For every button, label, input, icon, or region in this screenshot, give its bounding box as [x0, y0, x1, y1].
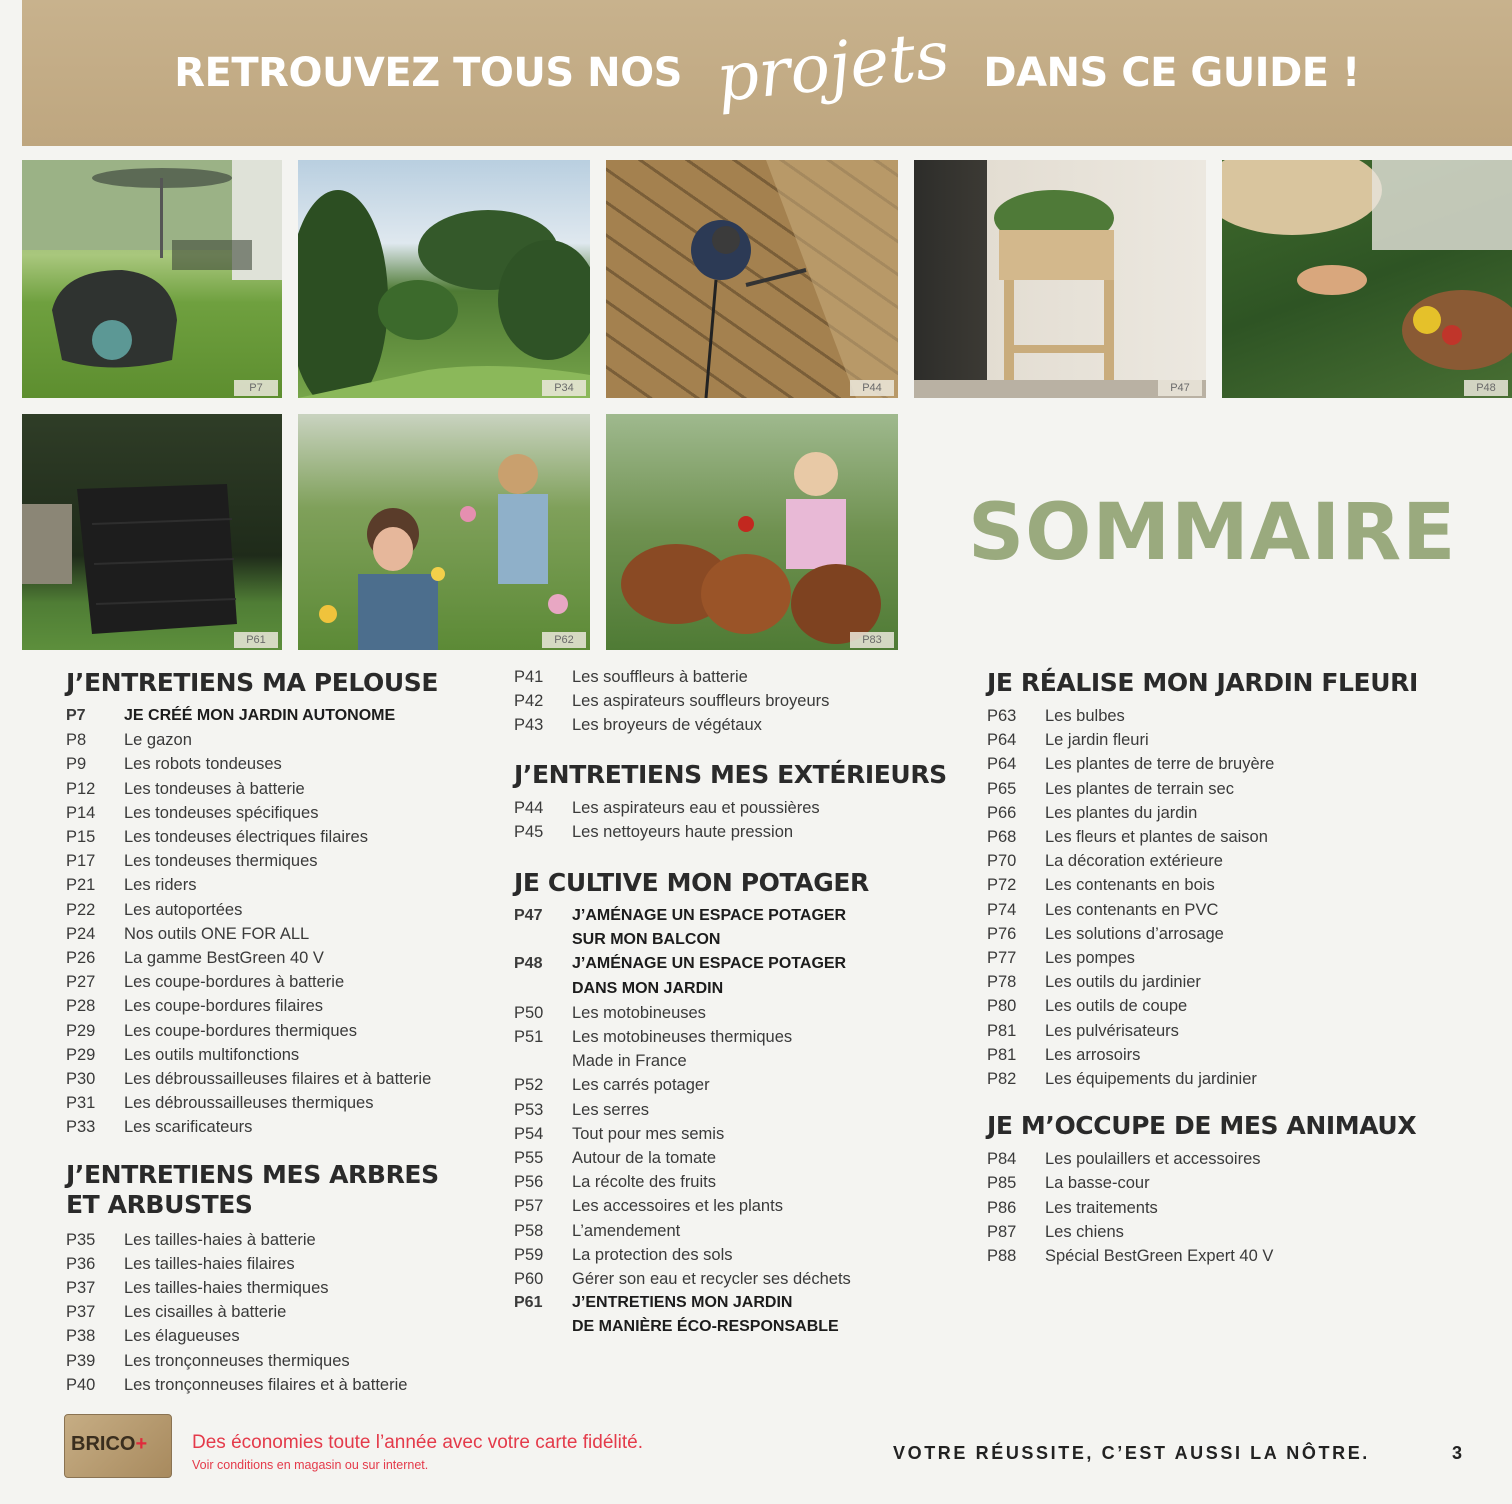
toc-entry [514, 1025, 974, 1073]
photo-topiary-garden [298, 160, 590, 398]
toc-page-number: P54 [514, 1124, 544, 1143]
toc-page-number: P42 [514, 692, 544, 711]
toc-entry-label: Gérer son eau et recycler ses déchets [572, 1270, 851, 1289]
toc-entry [66, 849, 496, 873]
toc-page-number: P85 [987, 1174, 1017, 1193]
toc-entry [66, 825, 496, 849]
toc-entry-label: La basse-cour [1045, 1174, 1150, 1193]
toc-column-2 [514, 665, 974, 1340]
toc-entry-label: Les tondeuses à batterie [124, 779, 305, 798]
toc-entry [514, 1122, 974, 1146]
toc-entry [66, 946, 496, 970]
toc-entry [514, 1194, 974, 1218]
toc-entry [66, 1019, 496, 1043]
toc-page-number: P66 [987, 803, 1017, 822]
toc-entry [987, 704, 1467, 728]
toc-page-number: P64 [987, 731, 1017, 750]
toc-page-number: P7 [66, 707, 86, 724]
loyalty-card [64, 1414, 172, 1478]
toc-entry [66, 873, 496, 897]
toc-entry [66, 752, 496, 776]
toc-page-number: P59 [514, 1245, 544, 1264]
toc-entry-label: Les serres [572, 1100, 650, 1119]
toc-entry [987, 752, 1467, 776]
toc-entry-label: J’AMÉNAGE UN ESPACE POTAGER DANS MON JARDIN [572, 955, 847, 997]
toc-entry [66, 777, 496, 801]
banner-text-after: DANS CE GUIDE ! [983, 50, 1360, 96]
toc-entry-label: Les coupe-bordures filaires [124, 997, 324, 1016]
toc-page-number: P68 [987, 828, 1017, 847]
toc-entry [987, 946, 1467, 970]
toc-list-animaux [987, 1147, 1467, 1268]
robot-mower-illustration [22, 160, 282, 398]
toc-entry [66, 1067, 496, 1091]
toc-entry-label: Les élagueuses [124, 1327, 240, 1346]
toc-entry-label: Tout pour mes semis [572, 1124, 725, 1143]
toc-entry-label: Les arrosoirs [1045, 1045, 1141, 1064]
toc-entry-label: La gamme BestGreen 40 V [124, 949, 324, 968]
toc-entry [987, 873, 1467, 897]
toc-page-number: P72 [987, 876, 1017, 895]
toc-page-number: P51 [514, 1028, 544, 1047]
photo-page-label: P7 [234, 380, 278, 396]
section-title-animaux: JE M’OCCUPE DE MES ANIMAUX [987, 1111, 1417, 1141]
photo-composter [22, 414, 282, 650]
toc-page-number: P50 [514, 1003, 544, 1022]
toc-page-number: P21 [66, 876, 96, 895]
toc-entry [987, 1147, 1467, 1171]
toc-entry [66, 970, 496, 994]
photo-deck-cleaning [606, 160, 898, 398]
toc-page-number: P24 [66, 924, 96, 943]
header-banner [22, 0, 1512, 146]
toc-entry [514, 1098, 974, 1122]
toc-page-number: P87 [987, 1222, 1017, 1241]
toc-page-number: P14 [66, 803, 96, 822]
toc-page-number: P76 [987, 924, 1017, 943]
toc-entry-label: J’AMÉNAGE UN ESPACE POTAGER SUR MON BALCON [572, 907, 847, 949]
toc-page-number: P58 [514, 1221, 544, 1240]
toc-entry-label: Les fleurs et plantes de saison [1045, 828, 1268, 847]
toc-column-1 [66, 668, 496, 1397]
toc-entry-label: Les plantes du jardin [1045, 803, 1198, 822]
toc-entry [514, 1243, 974, 1267]
toc-page-number: P78 [987, 973, 1017, 992]
toc-entry [514, 952, 974, 1000]
toc-entry-label: Les outils du jardinier [1045, 973, 1201, 992]
toc-entry-label: Les motobineuses [572, 1003, 706, 1022]
flower-garden-illustration [298, 414, 590, 650]
toc-entry-label: Les aspirateurs eau et poussières [572, 798, 820, 817]
banner-script-word: projets [712, 15, 953, 117]
toc-page-number: P41 [514, 668, 544, 686]
toc-entry-label: Les tondeuses thermiques [124, 852, 318, 871]
toc-page-number: P29 [66, 1021, 96, 1040]
toc-entry-label: Les nettoyeurs haute pression [572, 822, 794, 841]
toc-entry-label: Les poulaillers et accessoires [1045, 1150, 1261, 1169]
toc-entry [66, 1252, 496, 1276]
toc-page-number: P70 [987, 852, 1017, 871]
toc-entry-label: Les tronçonneuses filaires et à batterie [124, 1375, 408, 1394]
section-title-exterieurs: J’ENTRETIENS MES EXTÉRIEURS [514, 759, 947, 789]
toc-entry-label: Les scarificateurs [124, 1118, 253, 1137]
toc-entry-label: Les débroussailleuses filaires et à batterie [124, 1070, 432, 1089]
toc-page-number: P53 [514, 1100, 544, 1119]
toc-page-number: P12 [66, 779, 96, 798]
toc-entry-label: Les carrés potager [572, 1076, 710, 1095]
toc-entry [987, 777, 1467, 801]
toc-page-number: P17 [66, 852, 96, 871]
toc-entry-label: Les plantes de terre de bruyère [1045, 755, 1275, 774]
photo-chickens [606, 414, 898, 650]
toc-entry [66, 994, 496, 1018]
toc-page-number: P81 [987, 1045, 1017, 1064]
toc-entry [514, 904, 974, 952]
toc-entry [66, 728, 496, 752]
toc-entry-label: Les pulvérisateurs [1045, 1021, 1179, 1040]
section-title-line: J’ENTRETIENS MES ARBRES [66, 1159, 439, 1189]
toc-list-jardin-fleuri [987, 704, 1467, 1091]
toc-entry-label: Les outils multifonctions [124, 1045, 300, 1064]
toc-entry [66, 898, 496, 922]
toc-page-number: P9 [66, 755, 87, 774]
photo-raised-planter [914, 160, 1206, 398]
toc-entry [987, 849, 1467, 873]
toc-entry [66, 1324, 496, 1348]
toc-entry-label: Les tronçonneuses thermiques [124, 1351, 350, 1370]
promo-text: Des économies toute l’année avec votre carte fidélité. [192, 1432, 643, 1453]
toc-page-number: P28 [66, 997, 96, 1016]
toc-entry-label: Les tondeuses électriques filaires [124, 828, 368, 847]
toc-page-number: P84 [987, 1150, 1017, 1169]
toc-entry [66, 1043, 496, 1067]
toc-page-number: P22 [66, 900, 96, 919]
toc-column-3 [987, 668, 1467, 1268]
toc-page-number: P38 [66, 1327, 96, 1346]
toc-entry-label: Les cisailles à batterie [124, 1303, 287, 1322]
page-title: SOMMAIRE [968, 488, 1457, 578]
toc-entry-label: Le gazon [124, 731, 192, 750]
toc-entry-label: Les coupe-bordures thermiques [124, 1021, 357, 1040]
toc-entry-label: Les aspirateurs souffleurs broyeurs [572, 692, 830, 711]
toc-page-number: P43 [514, 716, 544, 735]
toc-entry [514, 1146, 974, 1170]
toc-entry-label: Autour de la tomate [572, 1149, 717, 1168]
vegetable-harvest-illustration [1222, 160, 1512, 398]
toc-page-number: P82 [987, 1070, 1017, 1089]
toc-entry [514, 665, 974, 689]
toc-page-number: P33 [66, 1118, 96, 1137]
toc-entry [987, 1244, 1467, 1268]
toc-page-number: P26 [66, 949, 96, 968]
toc-page-number: P27 [66, 973, 96, 992]
toc-entry-label: Les tailles-haies thermiques [124, 1279, 329, 1298]
section-title-pelouse: J’ENTRETIENS MA PELOUSE [66, 668, 439, 697]
toc-page-number: P31 [66, 1094, 96, 1113]
toc-entry-label: Les pompes [1045, 949, 1135, 968]
toc-page-number: P44 [514, 798, 544, 817]
toc-entry-label: Les broyeurs de végétaux [572, 716, 762, 735]
photo-page-label: P83 [850, 632, 894, 648]
toc-page-number: P63 [987, 707, 1017, 725]
toc-entry [514, 1170, 974, 1194]
photo-page-label: P47 [1158, 380, 1202, 396]
toc-entry [987, 825, 1467, 849]
toc-entry-label: La décoration extérieure [1045, 852, 1223, 871]
toc-entry-label: Les motobineuses thermiques Made in France [572, 1028, 793, 1071]
deck-cleaning-illustration [606, 160, 898, 398]
photo-page-label: P62 [542, 632, 586, 648]
toc-page-number: P47 [514, 907, 543, 925]
toc-entry [987, 1220, 1467, 1244]
toc-entry-label: Les solutions d’arrosage [1045, 924, 1224, 943]
toc-entry-label: Les accessoires et les plants [572, 1197, 783, 1216]
toc-page-number: P39 [66, 1351, 96, 1370]
toc-page-number: P86 [987, 1198, 1017, 1217]
toc-page-number: P61 [514, 1294, 543, 1312]
banner-text-before: RETROUVEZ TOUS NOS [174, 50, 682, 96]
toc-entry-label: Spécial BestGreen Expert 40 V [1045, 1247, 1274, 1266]
toc-entry-label: Les tondeuses spécifiques [124, 803, 319, 822]
photo-page-label: P48 [1464, 380, 1508, 396]
page-number: 3 [1452, 1443, 1463, 1463]
photo-flower-garden [298, 414, 590, 650]
toc-list-potager [514, 904, 974, 1340]
toc-entry [987, 970, 1467, 994]
toc-entry-label: Le jardin fleuri [1045, 731, 1149, 750]
toc-page-number: P29 [66, 1045, 96, 1064]
toc-entry [987, 1067, 1467, 1091]
card-plus-icon: + [135, 1433, 148, 1455]
toc-entry-label: Les contenants en bois [1045, 876, 1215, 895]
raised-planter-illustration [914, 160, 1206, 398]
toc-entry-label: Les souffleurs à batterie [572, 668, 748, 686]
toc-entry [987, 1196, 1467, 1220]
toc-entry [66, 801, 496, 825]
toc-entry-label: J’ENTRETIENS MON JARDIN DE MANIÈRE ÉCO-RESPONSABLE [572, 1294, 839, 1336]
toc-entry-label: La protection des sols [572, 1245, 733, 1264]
photo-robot-mower [22, 160, 282, 398]
toc-page-number: P36 [66, 1254, 96, 1273]
toc-page-number: P48 [514, 955, 543, 973]
toc-entry-label: Les chiens [1045, 1222, 1124, 1241]
photo-page-label: P61 [234, 632, 278, 648]
toc-entry [987, 898, 1467, 922]
toc-page-number: P60 [514, 1270, 544, 1289]
section-title-jardin-fleuri: JE RÉALISE MON JARDIN FLEURI [987, 668, 1418, 697]
toc-page-number: P80 [987, 997, 1017, 1016]
toc-page-number: P56 [514, 1173, 544, 1192]
toc-page-number: P65 [987, 779, 1017, 798]
toc-entry-label: Nos outils ONE FOR ALL [124, 924, 310, 943]
toc-entry [987, 922, 1467, 946]
toc-entry-label: Les tailles-haies filaires [124, 1254, 295, 1273]
toc-entry-label: Les coupe-bordures à batterie [124, 973, 345, 992]
toc-entry [66, 1349, 496, 1373]
topiary-illustration [298, 160, 590, 398]
toc-page-number: P37 [66, 1279, 96, 1298]
section-title-line: ET ARBUSTES [66, 1189, 253, 1219]
toc-page-number: P88 [987, 1247, 1017, 1266]
toc-entry [514, 713, 974, 737]
toc-list-pelouse [66, 704, 496, 1140]
footer-tagline: VOTRE RÉUSSITE, C’EST AUSSI LA NÔTRE. [893, 1443, 1370, 1463]
chickens-illustration [606, 414, 898, 650]
toc-page-number: P40 [66, 1375, 96, 1394]
toc-entry [514, 1073, 974, 1097]
toc-entry-label: Les équipements du jardinier [1045, 1070, 1257, 1089]
toc-entry-label: Les outils de coupe [1045, 997, 1188, 1016]
toc-entry-label: La récolte des fruits [572, 1173, 716, 1192]
toc-entry [514, 1001, 974, 1025]
toc-entry-label: Les riders [124, 876, 197, 895]
toc-entry [987, 1019, 1467, 1043]
toc-page-number: P45 [514, 822, 544, 841]
toc-entry [987, 728, 1467, 752]
toc-entry-label: Les plantes de terrain sec [1045, 779, 1234, 798]
toc-entry-label: Les bulbes [1045, 707, 1125, 725]
toc-entry-label: Les contenants en PVC [1045, 900, 1219, 919]
toc-page-number: P37 [66, 1303, 96, 1322]
toc-entry [987, 801, 1467, 825]
toc-entry [66, 704, 496, 728]
toc-entry [987, 1043, 1467, 1067]
toc-entry [987, 994, 1467, 1018]
toc-entry [66, 922, 496, 946]
section-title-potager: JE CULTIVE MON POTAGER [514, 868, 869, 898]
card-brand-text: BRICO [71, 1433, 136, 1455]
toc-entry [66, 1228, 496, 1252]
toc-page-number: P8 [66, 731, 87, 750]
section-title-arbres [66, 1160, 496, 1220]
toc-entry [514, 1267, 974, 1291]
toc-entry [514, 1291, 974, 1339]
photo-page-label: P34 [542, 380, 586, 396]
photo-page-label: P44 [850, 380, 894, 396]
toc-entry [514, 689, 974, 713]
toc-entry [514, 820, 974, 844]
toc-entry-label: Les robots tondeuses [124, 755, 282, 774]
toc-entry [66, 1276, 496, 1300]
toc-entry-label: Les tailles-haies à batterie [124, 1230, 316, 1249]
toc-entry-label: Les traitements [1045, 1198, 1158, 1217]
toc-page-number: P30 [66, 1070, 96, 1089]
toc-entry-label: Les autoportées [124, 900, 243, 919]
toc-list-souffleurs [514, 665, 974, 738]
toc-entry [66, 1115, 496, 1139]
toc-page-number: P77 [987, 949, 1017, 968]
toc-list-arbres [66, 1228, 496, 1397]
toc-entry [66, 1373, 496, 1397]
toc-entry [66, 1300, 496, 1324]
toc-page-number: P35 [66, 1230, 96, 1249]
toc-page-number: P52 [514, 1076, 544, 1095]
toc-page-number: P15 [66, 828, 96, 847]
promo-subtext: Voir conditions en magasin ou sur internet. [192, 1458, 429, 1472]
toc-page-number: P55 [514, 1149, 544, 1168]
toc-page-number: P57 [514, 1197, 544, 1216]
toc-entry-label: Les débroussailleuses thermiques [124, 1094, 374, 1113]
toc-entry-label: JE CRÉÉ MON JARDIN AUTONOME [124, 707, 396, 724]
toc-entry [66, 1091, 496, 1115]
toc-page-number: P81 [987, 1021, 1017, 1040]
toc-page-number: P74 [987, 900, 1017, 919]
composter-illustration [22, 414, 282, 650]
toc-entry [514, 796, 974, 820]
toc-list-exterieurs [514, 796, 974, 844]
toc-entry-label: L’amendement [572, 1221, 681, 1240]
toc-entry [987, 1171, 1467, 1195]
loyalty-card-brand [71, 1433, 147, 1456]
photo-vegetable-harvest [1222, 160, 1512, 398]
toc-entry [514, 1219, 974, 1243]
toc-page-number: P64 [987, 755, 1017, 774]
